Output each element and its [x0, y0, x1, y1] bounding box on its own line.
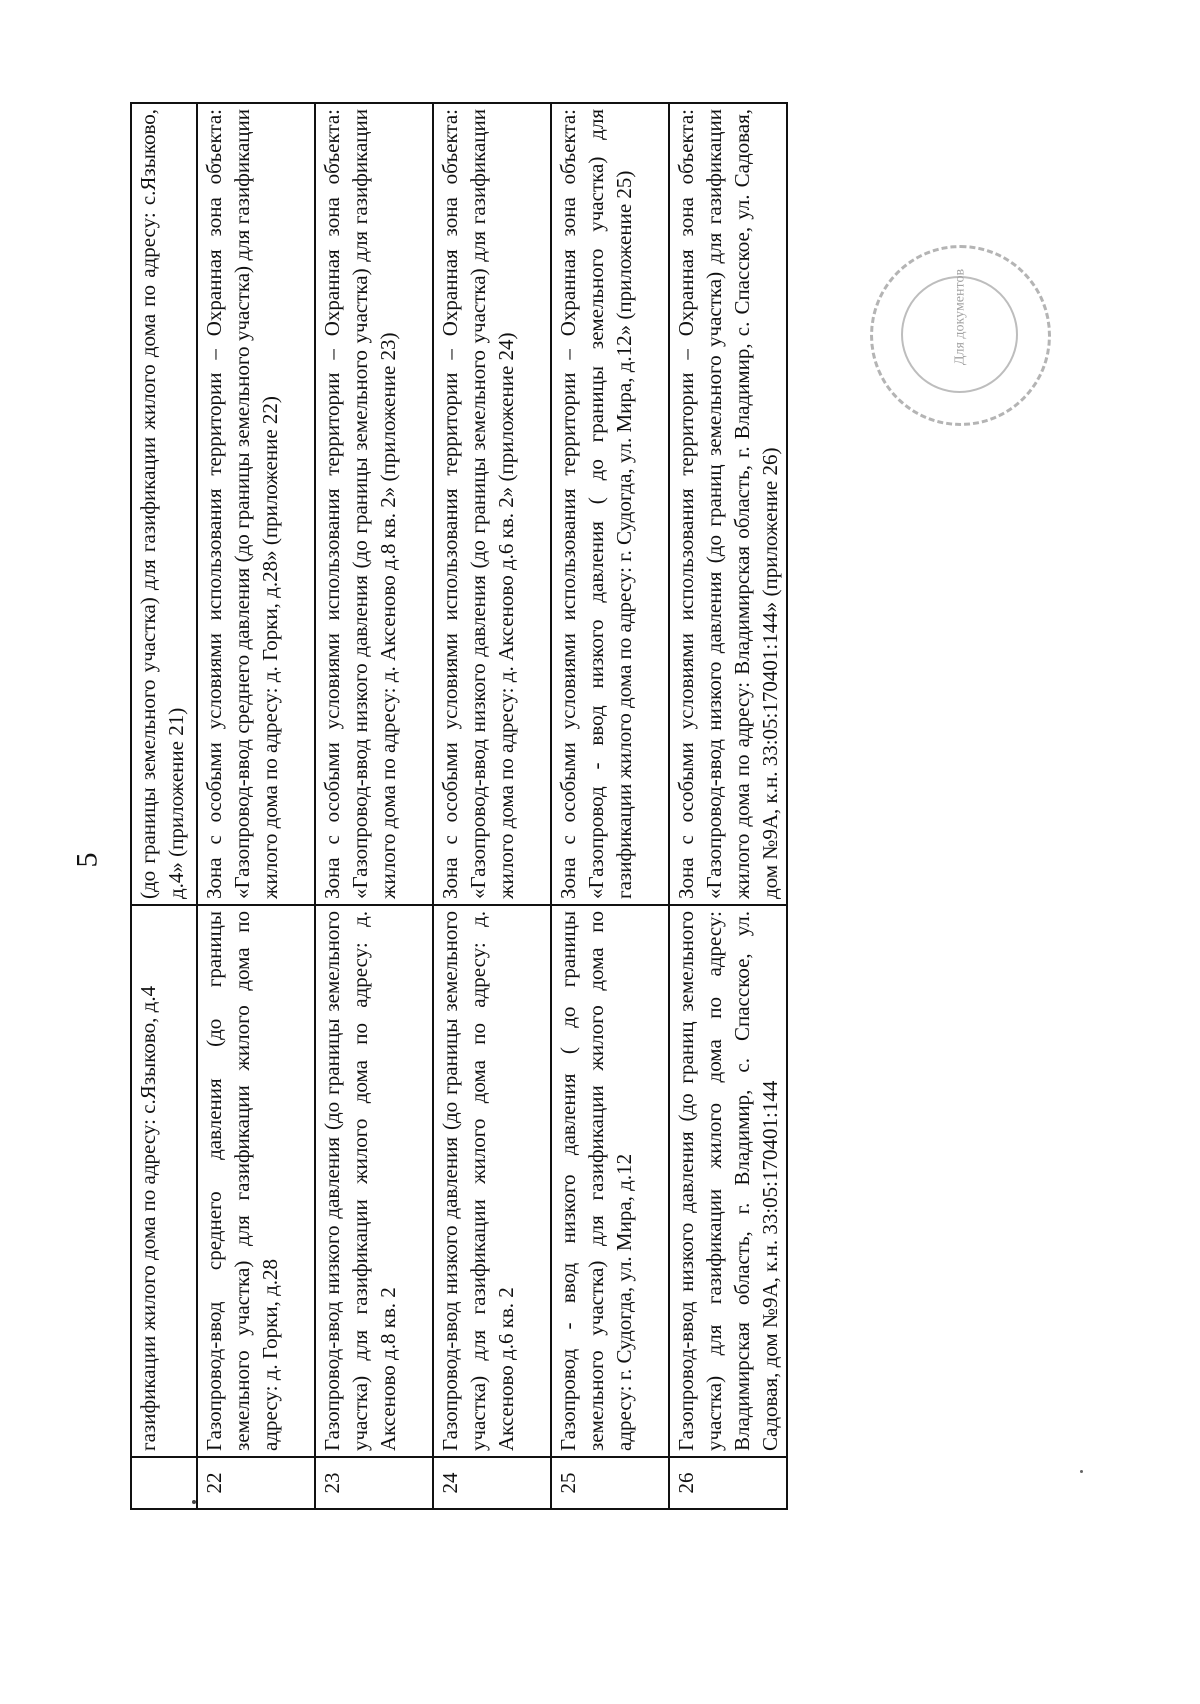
object-cell: Газопровод-ввод низкого давления (до границы земельного участка) для газификации жилого дома по адресу: д. Аксеново д.6 кв. 2 — [433, 905, 551, 1457]
table-row — [131, 103, 197, 1509]
scan-speck — [192, 1500, 196, 1504]
table-row — [669, 103, 787, 1509]
official-stamp — [870, 245, 1051, 426]
object-cell: газификации жилого дома по адресу: с.Языково, д.4 — [131, 905, 197, 1457]
zone-cell: Зона с особыми условиями использования территории – Охранная зона объекта: «Газопровод-ввод низкого давления (до границы земельного участка) для газификации жилого дома по адресу: д. Аксеново д.8 кв. 2» (приложение 23) — [315, 103, 433, 905]
zone-cell: Зона с особыми условиями использования территории – Охранная зона объекта: «Газопровод-ввод среднего давления (до границы земельного участка) для газификации жилого дома по адресу: д. Горки, д.28» (приложение 22) — [197, 103, 315, 905]
row-number: 23 — [315, 1457, 433, 1509]
zone-cell: Зона с особыми условиями использования территории – Охранная зона объекта: «Газопровод-ввод низкого давления (до границ земельного участка) для газификации жилого дома по адресу: Владимирская область, г. Владимир, с. Спасское, ул. Садовая, дом №9А, к.н. 33:05:170401:144» (приложение 26) — [669, 103, 787, 905]
table-row — [433, 103, 551, 1509]
zone-cell: (до границы земельного участка) для газификации жилого дома по адресу: с.Языково, д.4» (приложение 21) — [131, 103, 197, 905]
table-row — [315, 103, 433, 1509]
zone-cell: Зона с особыми условиями использования территории – Охранная зона объекта: «Газопровод-ввод низкого давления (до границы земельного участка) для газификации жилого дома по адресу: д. Аксеново д.6 кв. 2» (приложение 24) — [433, 103, 551, 905]
table-row — [551, 103, 669, 1509]
row-number: 24 — [433, 1457, 551, 1509]
zone-cell: Зона с особыми условиями использования территории – Охранная зона объекта: «Газопровод - ввод низкого давления ( до границы земельного участка) для газификации жилого дома по адресу: г. Судогда, ул. Мира, д.12» (приложение 25) — [551, 103, 669, 905]
row-number: 26 — [669, 1457, 787, 1509]
page-number: 5 — [70, 852, 104, 868]
object-cell: Газопровод - ввод низкого давления ( до границы земельного участка) для газификации жилого дома по адресу: г. Судогда, ул. Мира, д.12 — [551, 905, 669, 1457]
object-cell: Газопровод-ввод среднего давления (до границы земельного участка) для газификации жилого дома по адресу: д. Горки, д.28 — [197, 905, 315, 1457]
table-row — [197, 103, 315, 1509]
row-number: 22 — [197, 1457, 315, 1509]
stamp-text: Для документов — [952, 268, 968, 366]
object-cell: Газопровод-ввод низкого давления (до границ земельного участка) для газификации жилого дома по адресу: Владимирская область, г. Владимир, с. Спасское, ул. Садовая, дом №9А, к.н. 33:05:170401:144 — [669, 905, 787, 1457]
object-cell: Газопровод-ввод низкого давления (до границы земельного участка) для газификации жилого дома по адресу: д. Аксеново д.8 кв. 2 — [315, 905, 433, 1457]
row-number — [131, 1457, 197, 1509]
scan-speck — [1080, 1470, 1083, 1473]
row-number: 25 — [551, 1457, 669, 1509]
